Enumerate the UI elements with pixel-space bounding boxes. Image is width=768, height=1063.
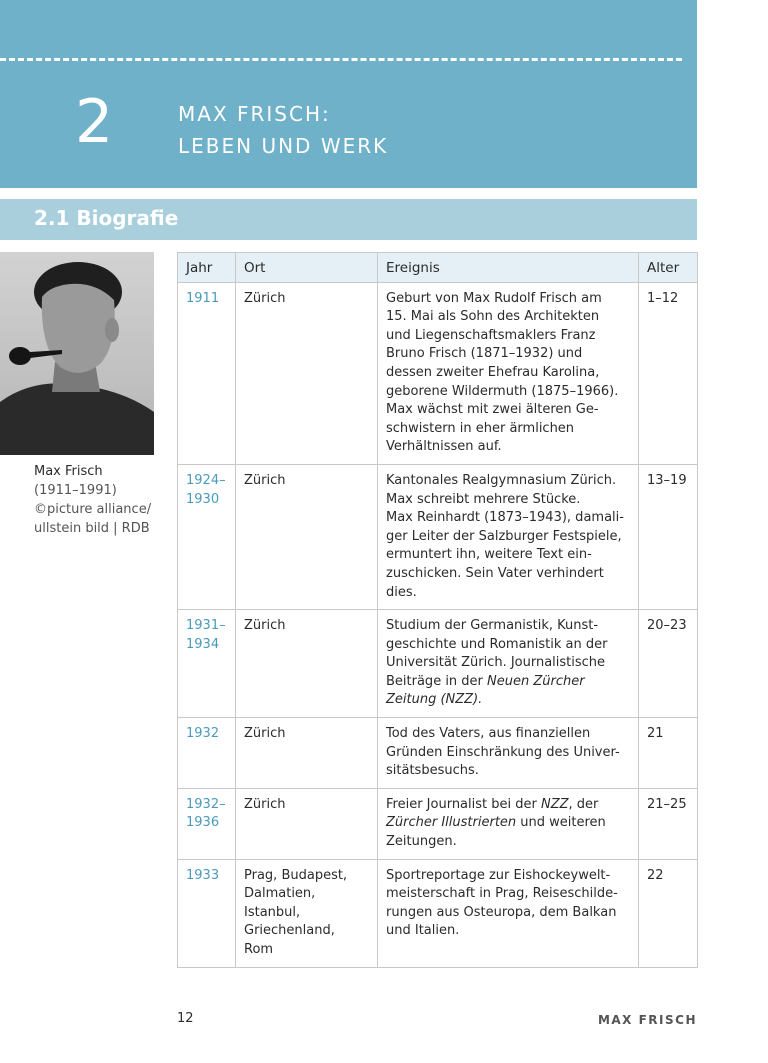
event-cell: [378, 718, 639, 789]
table-row: [178, 464, 698, 609]
event-cell: [378, 464, 639, 609]
event-line: Zeitung (NZZ).: [386, 692, 483, 708]
place-text: Dalmatien,: [244, 886, 316, 902]
event-cell: [378, 788, 639, 859]
event-line: dessen zweiter Ehefrau Karolina,: [386, 364, 600, 380]
table-row: [178, 788, 698, 859]
event-line: ermuntert ihn, weitere Text ein-: [386, 547, 592, 563]
age-cell: 1–12: [639, 282, 698, 464]
event-line: 15. Mai als Sohn des Architekten: [386, 309, 600, 325]
place-cell: [236, 788, 378, 859]
place-cell: [236, 859, 378, 967]
event-line: Kantonales Realgymnasium Zürich.: [386, 472, 617, 488]
place-text: Zürich: [244, 726, 286, 742]
chapter-number: 2: [75, 87, 114, 157]
year-cell: [178, 464, 236, 609]
photo-caption: [34, 462, 169, 538]
place-cell: [236, 718, 378, 789]
event-line: Tod des Vaters, aus finanziellen: [386, 726, 591, 742]
header-age: Alter: [639, 253, 698, 283]
year-cell: [178, 788, 236, 859]
table-row: [178, 610, 698, 718]
year-text: 1936: [186, 815, 220, 831]
table-row: [178, 859, 698, 967]
event-line: Sportreportage zur Eishockeywelt-: [386, 867, 611, 883]
age-cell: 21: [639, 718, 698, 789]
event-line: Gründen Einschränkung des Univer-: [386, 744, 620, 760]
event-line: Zeitungen.: [386, 834, 457, 850]
age-cell: 22: [639, 859, 698, 967]
year-text: 1932–: [186, 796, 226, 812]
biography-table: [177, 252, 698, 968]
place-text: Griechenland,: [244, 923, 335, 939]
event-cell: [378, 610, 639, 718]
age-cell: 13–19: [639, 464, 698, 609]
place-cell: [236, 464, 378, 609]
event-line: Universität Zürich. Journalistische: [386, 655, 606, 671]
year-cell: [178, 718, 236, 789]
event-line: Studium der Germanistik, Kunst-: [386, 618, 599, 634]
newspaper-name: Neuen Zürcher: [487, 673, 585, 689]
newspaper-name: NZZ: [540, 796, 569, 812]
caption-dates: (1911–1991): [34, 483, 117, 498]
caption-credit-line-2: ullstein bild | RDB: [34, 521, 150, 536]
year-text: 1911: [186, 290, 220, 306]
event-line: [386, 796, 632, 815]
caption-name: Max Frisch: [34, 464, 103, 479]
place-text: Zürich: [244, 618, 286, 634]
event-line: [386, 673, 632, 692]
place-text: Istanbul,: [244, 904, 301, 920]
page-number: 12: [177, 1011, 194, 1026]
header-place: Ort: [236, 253, 378, 283]
event-line: [386, 814, 632, 833]
year-text: 1932: [186, 726, 220, 742]
place-cell: [236, 282, 378, 464]
place-text: Prag, Budapest,: [244, 867, 348, 883]
year-cell: [178, 282, 236, 464]
year-cell: [178, 859, 236, 967]
header-year: Jahr: [178, 253, 236, 283]
event-line: Geburt von Max Rudolf Frisch am: [386, 290, 602, 306]
chapter-title-line-2: LEBEN UND WERK: [178, 134, 389, 158]
caption-credit-line-1: ©picture alliance/: [34, 502, 152, 517]
age-cell: 21–25: [639, 788, 698, 859]
running-title: MAX FRISCH: [597, 1013, 697, 1027]
event-line: zuschicken. Sein Vater verhindert: [386, 565, 604, 581]
age-cell: 20–23: [639, 610, 698, 718]
event-line: rungen aus Osteuropa, dem Balkan: [386, 904, 617, 920]
event-line: Max schreibt mehrere Stücke.: [386, 491, 581, 507]
place-text: Rom: [244, 942, 274, 957]
event-line: meisterschaft in Prag, Reiseschilde-: [386, 886, 618, 902]
event-text: Beiträge in der: [386, 673, 483, 689]
event-line: Max wächst mit zwei älteren Ge-: [386, 402, 599, 418]
event-cell: [378, 859, 639, 967]
event-line: Bruno Frisch (1871–1932) und: [386, 346, 583, 362]
table-row: [178, 282, 698, 464]
year-text: 1931–: [186, 618, 226, 634]
year-text: 1934: [186, 636, 220, 652]
place-cell: [236, 610, 378, 718]
event-line: dies.: [386, 584, 417, 600]
section-title: 2.1 Biografie: [34, 206, 179, 230]
event-line: ger Leiter der Salzburger Festspiele,: [386, 528, 622, 544]
year-cell: [178, 610, 236, 718]
decorative-dashed-line: [0, 58, 682, 61]
year-text: 1933: [186, 867, 220, 883]
header-event: Ereignis: [378, 253, 639, 283]
event-text: und weiteren: [516, 815, 606, 831]
event-line: geborene Wildermuth (1875–1966).: [386, 383, 619, 399]
table-header-row: [178, 253, 698, 283]
event-line: sitätsbesuchs.: [386, 763, 479, 779]
event-text: , der: [568, 796, 599, 812]
event-line: Max Reinhardt (1873–1943), damali-: [386, 510, 624, 526]
event-line: Verhältnissen auf.: [386, 439, 502, 455]
magazine-name: Zürcher Illustrierten: [386, 815, 517, 831]
event-text: Freier Journalist bei der: [386, 796, 541, 812]
event-cell: [378, 282, 639, 464]
table-row: [178, 718, 698, 789]
event-line: geschichte und Romanistik an der: [386, 636, 608, 652]
event-line: schwistern in eher ärmlichen: [386, 420, 575, 436]
place-text: Zürich: [244, 472, 286, 488]
year-text: 1930: [186, 491, 220, 507]
year-text: 1924–: [186, 472, 226, 488]
portrait-photo: [0, 252, 154, 455]
place-text: Zürich: [244, 796, 286, 812]
place-text: Zürich: [244, 290, 286, 306]
event-line: und Italien.: [386, 923, 460, 939]
event-line: und Liegenschaftsmaklers Franz: [386, 327, 596, 343]
chapter-title-line-1: MAX FRISCH:: [178, 102, 331, 126]
chapter-title: [178, 98, 388, 162]
